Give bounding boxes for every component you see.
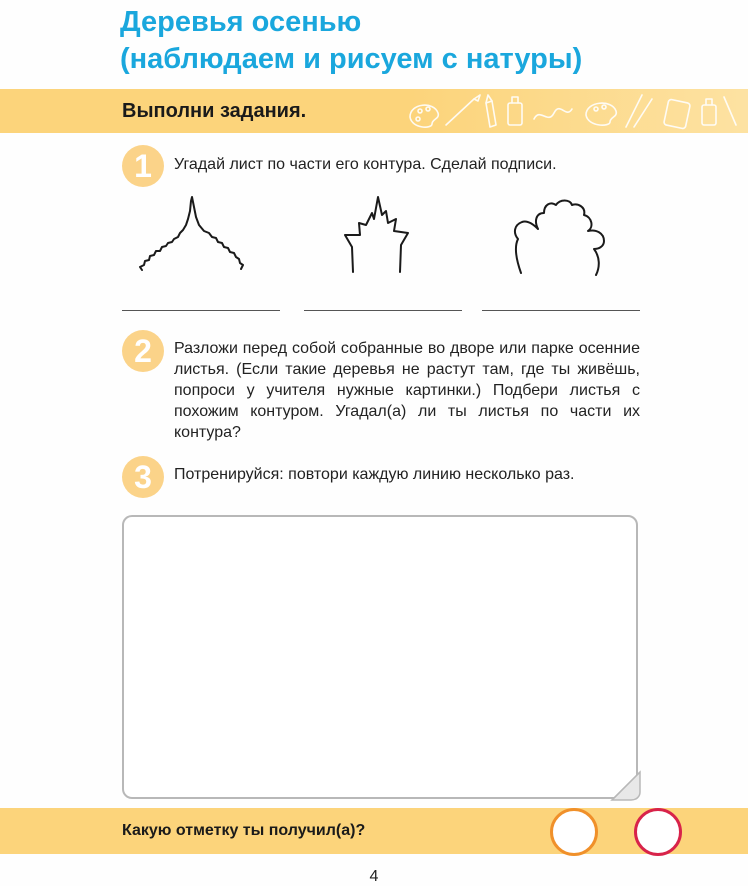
grade-circle-orange[interactable]	[550, 808, 598, 856]
section-header: Выполни задания.	[122, 100, 307, 122]
page-curl-icon	[610, 770, 642, 802]
task-number-3: 3	[122, 456, 164, 498]
page-title-line-2: (наблюдаем и рисуем с натуры)	[120, 43, 583, 75]
grade-question: Какую отметку ты получил(а)?	[122, 822, 366, 839]
task-2-text: Разложи перед собой собранные во дворе или парке осенние листья. (Если такие деревья не растут там, где ты живёшь, попроси у учителя нужные картинки.) Подбери листья с похожим контуром. Угадал(а) ли ты листья по части их контура?	[174, 340, 640, 441]
page-title	[120, 4, 720, 78]
answer-line-3[interactable]	[482, 310, 640, 311]
leaf-contour-3	[515, 201, 604, 276]
leaf-contours	[110, 185, 650, 320]
page-number: 4	[369, 868, 379, 885]
art-supplies-doodles-icon	[390, 89, 748, 133]
page-title-line-1: Деревья осенью	[120, 6, 362, 38]
answer-line-2[interactable]	[304, 310, 462, 311]
leaf-contour-1	[140, 197, 243, 270]
task-1-text: Угадай лист по части его контура. Сделай подписи.	[174, 156, 557, 173]
answer-line-1[interactable]	[122, 310, 280, 311]
task-number-2: 2	[122, 330, 164, 372]
section-header-band	[0, 89, 748, 133]
grade-circle-red[interactable]	[634, 808, 682, 856]
task-number-1: 1	[122, 145, 164, 187]
leaf-contour-2	[345, 197, 408, 272]
task-3-text: Потренируйся: повтори каждую линию несколько раз.	[174, 466, 575, 483]
practice-drawing-area[interactable]	[122, 515, 638, 799]
